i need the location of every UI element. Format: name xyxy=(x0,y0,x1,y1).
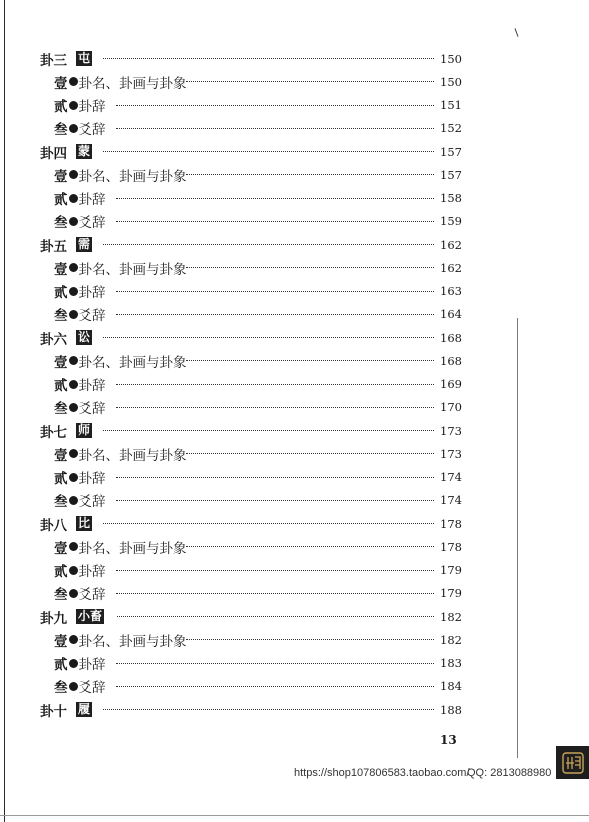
section-title: 卦名、卦画与卦象 xyxy=(78,540,187,557)
dot-leader xyxy=(186,267,434,268)
toc-page-number: 179 xyxy=(440,563,462,577)
toc-entry-label xyxy=(40,514,92,534)
toc-entry-label xyxy=(54,490,106,510)
section-title: 卦辞 xyxy=(78,192,106,208)
dot-leader xyxy=(186,639,434,640)
toc-section-row[interactable] xyxy=(0,303,589,326)
toc-page-number: 152 xyxy=(440,121,462,136)
dot-leader xyxy=(116,128,434,129)
toc-page-number: 169 xyxy=(440,377,462,391)
toc-page-number: 151 xyxy=(440,98,462,112)
section-number: 贰 xyxy=(54,192,68,208)
toc-page-number: 168 xyxy=(440,353,462,368)
toc-page-number: 162 xyxy=(440,260,462,275)
toc-section-row[interactable] xyxy=(0,210,589,233)
dot-leader xyxy=(116,477,434,478)
dot-leader xyxy=(186,360,434,361)
section-title: 卦辞 xyxy=(78,471,106,487)
dot-leader xyxy=(186,453,434,454)
hexagram-number: 卦八 xyxy=(40,517,67,534)
section-number: 贰 xyxy=(54,99,68,115)
toc-section-row[interactable] xyxy=(0,489,589,512)
section-number: 贰 xyxy=(54,471,68,487)
toc-section-row[interactable] xyxy=(0,117,589,140)
section-number: 壹 xyxy=(54,261,68,278)
bullet-icon xyxy=(69,449,78,458)
dot-leader xyxy=(117,616,434,617)
bullet-icon xyxy=(69,170,78,179)
bullet-icon xyxy=(69,194,78,203)
toc-hexagram-row[interactable] xyxy=(0,140,589,163)
bullet-icon xyxy=(69,124,78,133)
hexagram-name: 讼 xyxy=(78,330,91,344)
toc-page-number: 163 xyxy=(440,284,462,298)
toc-page-number: 178 xyxy=(440,516,462,531)
bullet-icon xyxy=(69,589,78,598)
scan-mark xyxy=(514,28,518,37)
toc-section-row[interactable] xyxy=(0,256,589,279)
toc-entry-label xyxy=(40,328,92,348)
dot-leader xyxy=(103,151,434,152)
hexagram-name: 履 xyxy=(78,702,91,716)
toc-entry-label xyxy=(54,72,187,92)
section-title: 爻辞 xyxy=(78,680,106,697)
section-title: 卦名、卦画与卦象 xyxy=(78,75,187,92)
hexagram-name: 需 xyxy=(78,237,91,251)
bullet-icon xyxy=(69,77,78,86)
section-number: 贰 xyxy=(54,564,68,580)
toc-page-number: 182 xyxy=(440,609,462,624)
section-title: 卦辞 xyxy=(78,564,106,580)
dot-leader xyxy=(103,244,434,245)
hexagram-number: 卦四 xyxy=(40,145,67,162)
section-title: 爻辞 xyxy=(78,122,106,139)
bullet-icon xyxy=(69,263,78,272)
toc-entry-label xyxy=(54,258,187,278)
toc-entry-label xyxy=(54,653,106,673)
toc-entry-label xyxy=(54,351,187,371)
toc-entry-label xyxy=(54,560,106,580)
hexagram-number: 卦五 xyxy=(40,238,67,255)
toc-hexagram-row[interactable] xyxy=(0,605,589,628)
dot-leader xyxy=(116,686,434,687)
dot-leader xyxy=(116,314,434,315)
toc-page-number: 173 xyxy=(440,446,462,461)
toc-section-row[interactable] xyxy=(0,349,589,372)
bullet-icon xyxy=(69,380,78,389)
bullet-icon xyxy=(69,659,78,668)
toc-entry-label xyxy=(54,304,106,324)
dot-leader xyxy=(116,593,434,594)
toc-page-number: 178 xyxy=(440,539,462,554)
dot-leader xyxy=(116,105,434,106)
section-title: 卦名、卦画与卦象 xyxy=(78,261,187,278)
section-title: 爻辞 xyxy=(78,587,106,604)
bullet-icon xyxy=(69,542,78,551)
toc-section-row[interactable] xyxy=(0,70,589,93)
dot-leader xyxy=(103,523,434,524)
toc-entry-label xyxy=(40,142,92,162)
toc-entry-label xyxy=(54,676,106,696)
section-number: 壹 xyxy=(54,75,68,92)
toc-section-row[interactable] xyxy=(0,396,589,419)
section-title: 卦辞 xyxy=(78,378,106,394)
section-title: 卦辞 xyxy=(78,657,106,673)
toc-hexagram-row[interactable] xyxy=(0,326,589,349)
toc-section-row[interactable] xyxy=(0,280,589,303)
dot-leader xyxy=(116,198,434,199)
section-title: 卦名、卦画与卦象 xyxy=(78,354,187,371)
toc-page-number: 159 xyxy=(440,214,462,229)
dot-leader xyxy=(103,58,434,59)
bullet-icon xyxy=(69,217,78,226)
dot-leader xyxy=(116,570,434,571)
section-title: 卦辞 xyxy=(78,285,106,301)
bullet-icon xyxy=(69,356,78,365)
toc-entry-label xyxy=(40,700,92,720)
bullet-icon xyxy=(69,310,78,319)
toc-section-row[interactable] xyxy=(0,628,589,651)
bullet-icon xyxy=(69,473,78,482)
toc-hexagram-row[interactable] xyxy=(0,512,589,535)
toc-section-row[interactable] xyxy=(0,535,589,558)
dot-leader xyxy=(103,337,434,338)
dot-leader xyxy=(186,81,434,82)
hexagram-number: 卦七 xyxy=(40,424,67,441)
section-title: 爻辞 xyxy=(78,215,106,232)
toc-section-row[interactable] xyxy=(0,442,589,465)
section-title: 卦辞 xyxy=(78,99,106,115)
toc-entry-label xyxy=(54,374,106,394)
bullet-icon xyxy=(69,403,78,412)
dot-leader xyxy=(116,291,434,292)
bullet-icon xyxy=(69,101,78,110)
section-number: 叁 xyxy=(54,308,68,325)
hexagram-number: 卦三 xyxy=(40,52,67,69)
hexagram-name: 小畜 xyxy=(78,609,103,623)
toc-section-row[interactable] xyxy=(0,187,589,210)
toc-hexagram-row[interactable] xyxy=(0,233,589,256)
hexagram-name: 师 xyxy=(78,423,91,437)
toc-section-row[interactable] xyxy=(0,94,589,117)
toc-entry-label xyxy=(40,421,92,441)
section-number: 壹 xyxy=(54,354,68,371)
toc-section-row[interactable] xyxy=(0,466,589,489)
section-title: 爻辞 xyxy=(78,494,106,511)
toc-page-number: 188 xyxy=(440,702,462,717)
section-title: 卦名、卦画与卦象 xyxy=(78,447,187,464)
toc-entry-label xyxy=(54,165,187,185)
toc-page-number: 150 xyxy=(440,74,462,89)
toc-entry-label xyxy=(54,630,187,650)
section-number: 壹 xyxy=(54,447,68,464)
dot-leader xyxy=(103,709,434,710)
toc-section-row[interactable] xyxy=(0,652,589,675)
hexagram-number: 卦十 xyxy=(40,703,67,720)
toc-section-row[interactable] xyxy=(0,675,589,698)
toc-entry-label xyxy=(54,281,106,301)
toc-page-number: 173 xyxy=(440,423,462,438)
section-title: 爻辞 xyxy=(78,308,106,325)
toc-entry-label xyxy=(54,467,106,487)
toc-page-number: 170 xyxy=(440,400,462,415)
toc-page-number: 150 xyxy=(440,51,462,66)
bullet-icon xyxy=(69,287,78,296)
hexagram-name: 比 xyxy=(78,516,91,530)
toc-entry-label xyxy=(54,444,187,464)
bullet-icon xyxy=(69,635,78,644)
section-number: 壹 xyxy=(54,633,68,650)
toc-section-row[interactable] xyxy=(0,373,589,396)
bullet-icon xyxy=(69,496,78,505)
toc-entry-label xyxy=(40,235,92,255)
toc-entry-label xyxy=(40,607,104,627)
toc-page-number: 158 xyxy=(440,191,462,205)
section-number: 贰 xyxy=(54,657,68,673)
section-title: 卦名、卦画与卦象 xyxy=(78,168,187,185)
section-title: 爻辞 xyxy=(78,401,106,418)
section-number: 壹 xyxy=(54,540,68,557)
toc-hexagram-row[interactable] xyxy=(0,698,589,721)
toc-page-number: 164 xyxy=(440,307,462,322)
toc-section-row[interactable] xyxy=(0,559,589,582)
toc-entry-label xyxy=(54,211,106,231)
toc-entry-label xyxy=(54,397,106,417)
toc-page-number: 179 xyxy=(440,586,462,601)
toc-section-row[interactable] xyxy=(0,163,589,186)
dot-leader xyxy=(186,174,434,175)
toc-page-number: 183 xyxy=(440,656,462,670)
toc-page-number: 182 xyxy=(440,632,462,647)
section-number: 叁 xyxy=(54,494,68,511)
toc-section-row[interactable] xyxy=(0,582,589,605)
hexagram-number: 卦六 xyxy=(40,331,67,348)
toc-page-number: 184 xyxy=(440,679,462,694)
dot-leader xyxy=(116,663,434,664)
toc-entry-label xyxy=(54,118,106,138)
section-number: 贰 xyxy=(54,285,68,301)
toc-entry-label xyxy=(54,188,106,208)
toc-page-number: 157 xyxy=(440,144,462,159)
section-number: 叁 xyxy=(54,680,68,697)
section-number: 叁 xyxy=(54,401,68,418)
toc-page-number: 174 xyxy=(440,470,462,484)
seal-logo-icon xyxy=(556,746,589,779)
section-number: 壹 xyxy=(54,168,68,185)
toc-page-number: 168 xyxy=(440,330,462,345)
section-number: 叁 xyxy=(54,587,68,604)
toc-page-number: 157 xyxy=(440,167,462,182)
dot-leader xyxy=(186,546,434,547)
toc-page-number: 174 xyxy=(440,493,462,508)
toc-entry-label xyxy=(54,583,106,603)
bottom-rule xyxy=(0,815,589,816)
dot-leader xyxy=(103,430,434,431)
shop-url[interactable]: https://shop107806583.taobao.com/ xyxy=(294,767,470,779)
hexagram-name: 蒙 xyxy=(78,144,91,158)
section-title: 卦名、卦画与卦象 xyxy=(78,633,187,650)
hexagram-number: 卦九 xyxy=(40,610,67,627)
dot-leader xyxy=(116,500,434,501)
hexagram-name: 屯 xyxy=(78,51,91,65)
toc-page-number: 162 xyxy=(440,237,462,252)
section-number: 叁 xyxy=(54,215,68,232)
bullet-icon xyxy=(69,566,78,575)
toc-entry-label xyxy=(54,537,187,557)
toc-entry-label xyxy=(54,95,106,115)
toc-hexagram-row[interactable] xyxy=(0,47,589,70)
bullet-icon xyxy=(69,682,78,691)
toc-entry-label xyxy=(40,49,92,69)
dot-leader xyxy=(116,221,434,222)
dot-leader xyxy=(116,407,434,408)
section-number: 叁 xyxy=(54,122,68,139)
qq-contact: QQ: 2813088980 xyxy=(467,767,552,779)
dot-leader xyxy=(116,384,434,385)
toc-hexagram-row[interactable] xyxy=(0,419,589,442)
page-number: 13 xyxy=(440,733,457,747)
section-number: 贰 xyxy=(54,378,68,394)
